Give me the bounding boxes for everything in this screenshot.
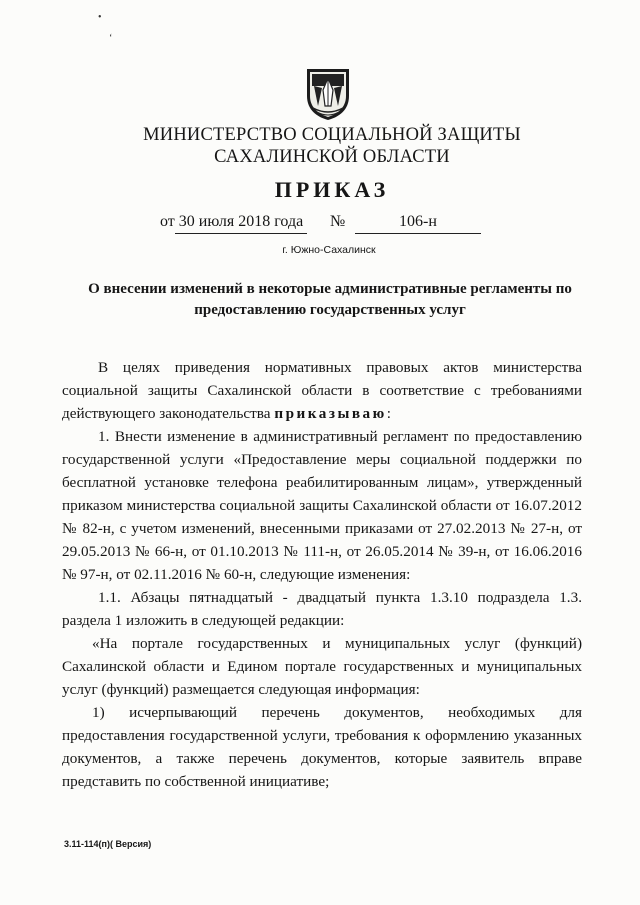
order-word: приказываю [274,405,387,422]
scan-mark: • [98,12,102,23]
document-type-title: ПРИКАЗ [274,177,390,202]
item-1-1-paragraph: 1.1. Абзацы пятнадцатый - двадцатый пункта 1.3.10 подраздела 1.3. раздела 1 изложить в следующей редакции: [62,589,582,629]
quote-paragraph: «На портале государственных и муниципальных услуг (функций) Сахалинской области и Едином портале государственных и муниципальных услуг (функций) размещается следующая информация: [62,635,582,698]
city-name: г. Южно-Сахалинск [282,244,376,256]
from-label: от [160,213,175,230]
sakhalin-coat-of-arms-icon [303,66,353,122]
document-version-footer: 3.11-114(п)( Версия) [64,839,152,849]
preamble-text: В целях приведения нормативных правовых актов министерства социальной защиты Сахалинской области в соответствие с требованиями действующего законодательства [62,359,582,422]
order-colon: : [386,405,391,422]
order-number: 106-н [355,213,481,234]
date-number-line [0,212,640,236]
preamble-paragraph [62,356,582,425]
subject-line2: предоставлению государственных услуг [194,302,466,318]
subject-line1: О внесении изменений в некоторые административные регламенты по [88,281,572,297]
order-subject [70,279,590,321]
number-label: № [330,213,346,230]
subitem-1-paragraph: 1) исчерпывающий перечень документов, необходимых для предоставления государственной услуги, требования к оформлению указанных документов, а также перечень документов, которые заявитель вправе представить по собственной инициативе; [62,704,582,790]
scan-mark: ʻ [109,33,113,44]
item-1-paragraph: 1. Внести изменение в административный регламент по предоставлению государственной услуги «Предоставление меры социальной поддержки по бесплатной установке телефона реабилитированным лицам», утвержденный приказом министерства социальной защиты Сахалинской области от 16.07.2012 № 82-н, с учетом изменений, внесенными приказами от 27.02.2013 № 27-н, от 29.05.2013 № 66-н, от 01.10.2013 № 111-н, от 26.05.2014 № 39-н, от 16.06.2016 № 97-н, от 02.11.2016 № 60-н, следующие изменения: [62,428,582,583]
order-body [62,356,582,793]
order-date: 30 июля 2018 года [175,213,307,234]
ministry-name-line2: САХАЛИНСКОЙ ОБЛАСТИ [214,147,450,167]
ministry-name-line1: МИНИСТЕРСТВО СОЦИАЛЬНОЙ ЗАЩИТЫ [143,125,521,145]
